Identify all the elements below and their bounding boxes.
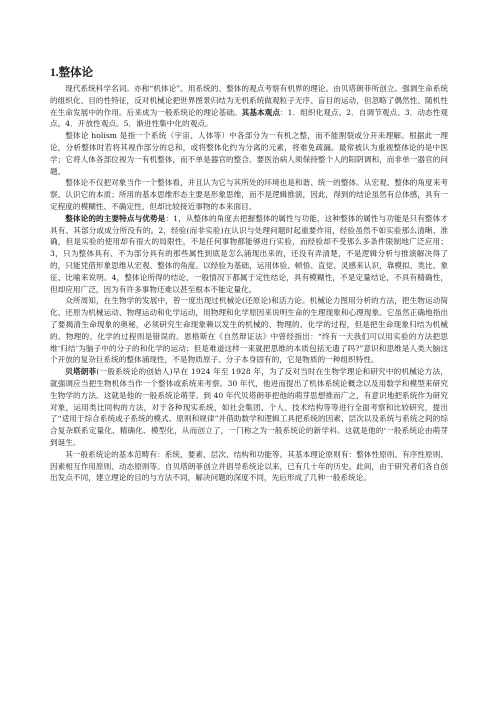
bold-text-segment: 其基本观点 [241,107,280,117]
paragraph [50,177,448,212]
paragraph [50,449,448,484]
section-title: 1.整体论 [50,67,94,79]
paragraph [50,83,448,130]
paragraph [50,213,448,296]
text-segment: (一般系统论的创始人)早在 1924 年至 1928 年，为了反对当时在生物学理论和研究中的机械论方法，就强调应当把生物机体当作一个整体或系统来考察。30 年代，他进而提出了机体系统论概念以及用数学和模型来研究生物学的方法。这就是他的一般系统论萌芽。到 40 年代贝塔朗菲把他的萌芽思想推而广之，有意识地把系统作为研究对象，运用类比同构的方法，对于各种现实系统，如社会集团、个人、技术结构等等进行全面考察和比较研究，提出了“适用于综合系统或子系统的模式、原则和规律”并借助数学和逻辑工具把系统的因素、层次以及系统与系统之间的综合复杂联系定量化、精确化、模型化，从而创立了，一门称之为一般系统论的新学科。这就是他的‘一般系统论由萌芽到诞生。 [50,367,449,447]
bold-text-segment: 贝塔朗菲 [65,367,97,377]
bold-text-segment: 整体论的的主要特点与优势是 [65,213,166,223]
paragraph [50,366,448,449]
document-body [50,83,448,484]
text-segment: ：1．组织化观点。2．自调节观点。3．动态性观点。4．开放性观点。5．渐进性集中化的观点。 [50,107,449,129]
text-segment: 众所周知，在生物学的发展中，曾一度出现过机械论(还原论)和活力论。机械论力图用分析的方法，把生物运动简化、还原为机械运动、物理运动和化学运动，用物理和化学原因来说明生命的生理现象和心理现象。它虽然正确地指出了要揭清生命现象的奥秘，必须研究生命现象赖以发生的机械的、物理的、化学的过程，但是把生命现象归结为机械的、物理的、化学的过程则是错误的。恩格斯在《自然辩证法》中曾经指出：“终有一天我们可以用实验的方法把思维‘归结’为脑子中的分子的和化学的运动；但是难道这样一来就把思维的本质包括无遗了吗?”意识和思维是人类大脑这个开放的复杂巨系统的整体涌现性，不是物质原子、分子本身固有的，它是物质的一种组织特性。 [50,296,448,365]
paragraph [50,295,448,366]
document-page [50,66,448,484]
text-segment: 整体论不仅把对象当作一个整体看，并且认为它与其所处的环境也是和谐、统一的整体。从宏观、整体的角度来考察、认识它的本质；所用的基本思维形态主要是形象思维，而不是逻辑推演，因此，得到的结论虽然有总体感，具有一定程度的模糊性、不确定性，但却比较接近事物的本来面目。 [50,178,448,211]
paragraph [50,130,448,177]
text-segment: 整体论 holism 是指一个系统（宇宙、人体等）中各部分为一有机之整，而不能割裂或分开来理解。根据此一理论，分析整体时若将其视作部分的总和，或将整体化约为分离的元素，将难免疏漏。最常被认为重视整体论的是中医学；它将人体各部位视为一有机整体，而不单是器官的整合。要医治病人须保持整个人的阳阴调和，而非单一器官的问题。 [50,131,448,176]
text-segment: 其一般系统论的基本范畴有：系统、要素、层次、结构和功能等。其基本理论原则有：整体性原则、有序性原则、因素相互作用原则、动态原则等。自贝塔朗菲创立并倡导系统论以来，已有几十年的历史。此间，由于研究者们各自创出发点不同，建立理论的目的与方法不同，解决问题的深度不同，先后形成了几种一般系统论。 [50,449,448,483]
text-segment: 现代系统科学名词。亦称“机体论”。用系统的、整体的观点考察有机界的理论。由贝塔朗菲所创立。强调生命系统的组织化、目的性特征，反对机械论把世界图景归结为无机系统做观粒子无序、盲目的运动，但忽略了偶然性、随机性在生命发展中的作用。后来成为一般系统论的理论基础。 [50,84,448,117]
text-segment: ：1，从整体的角度去把握整体的属性与功能，这种整体的属性与功能是只有整体才具有、其部分或成分所没有的。2，经验(而非实验)在认识与处理问题时起重要作用，经验虽然不如实验那么清晰、准确，但是实验的使用却有很大的局限性，不是任何事物都能够进行实验，而经验却不受那么多条件限制地广泛应用；3，只为整体具有、不为部分具有的那些属性到底是怎么涌现出来的，还没有弄清楚，不是逻辑分析与推演解决得了的，只能凭借形象思维从宏观、整体的角度。以经验为基础，运用体验、顿悟、直觉、灵感来认识，靠模拟、类比、象征、比喻来说明。4，整体论所得的结论，一般情况下都属于定性结论，具有模糊性，不是定量结论，不具有精确性，但却应用广泛，因为有许多事物还难以甚至根本不能定量化。 [50,213,448,294]
